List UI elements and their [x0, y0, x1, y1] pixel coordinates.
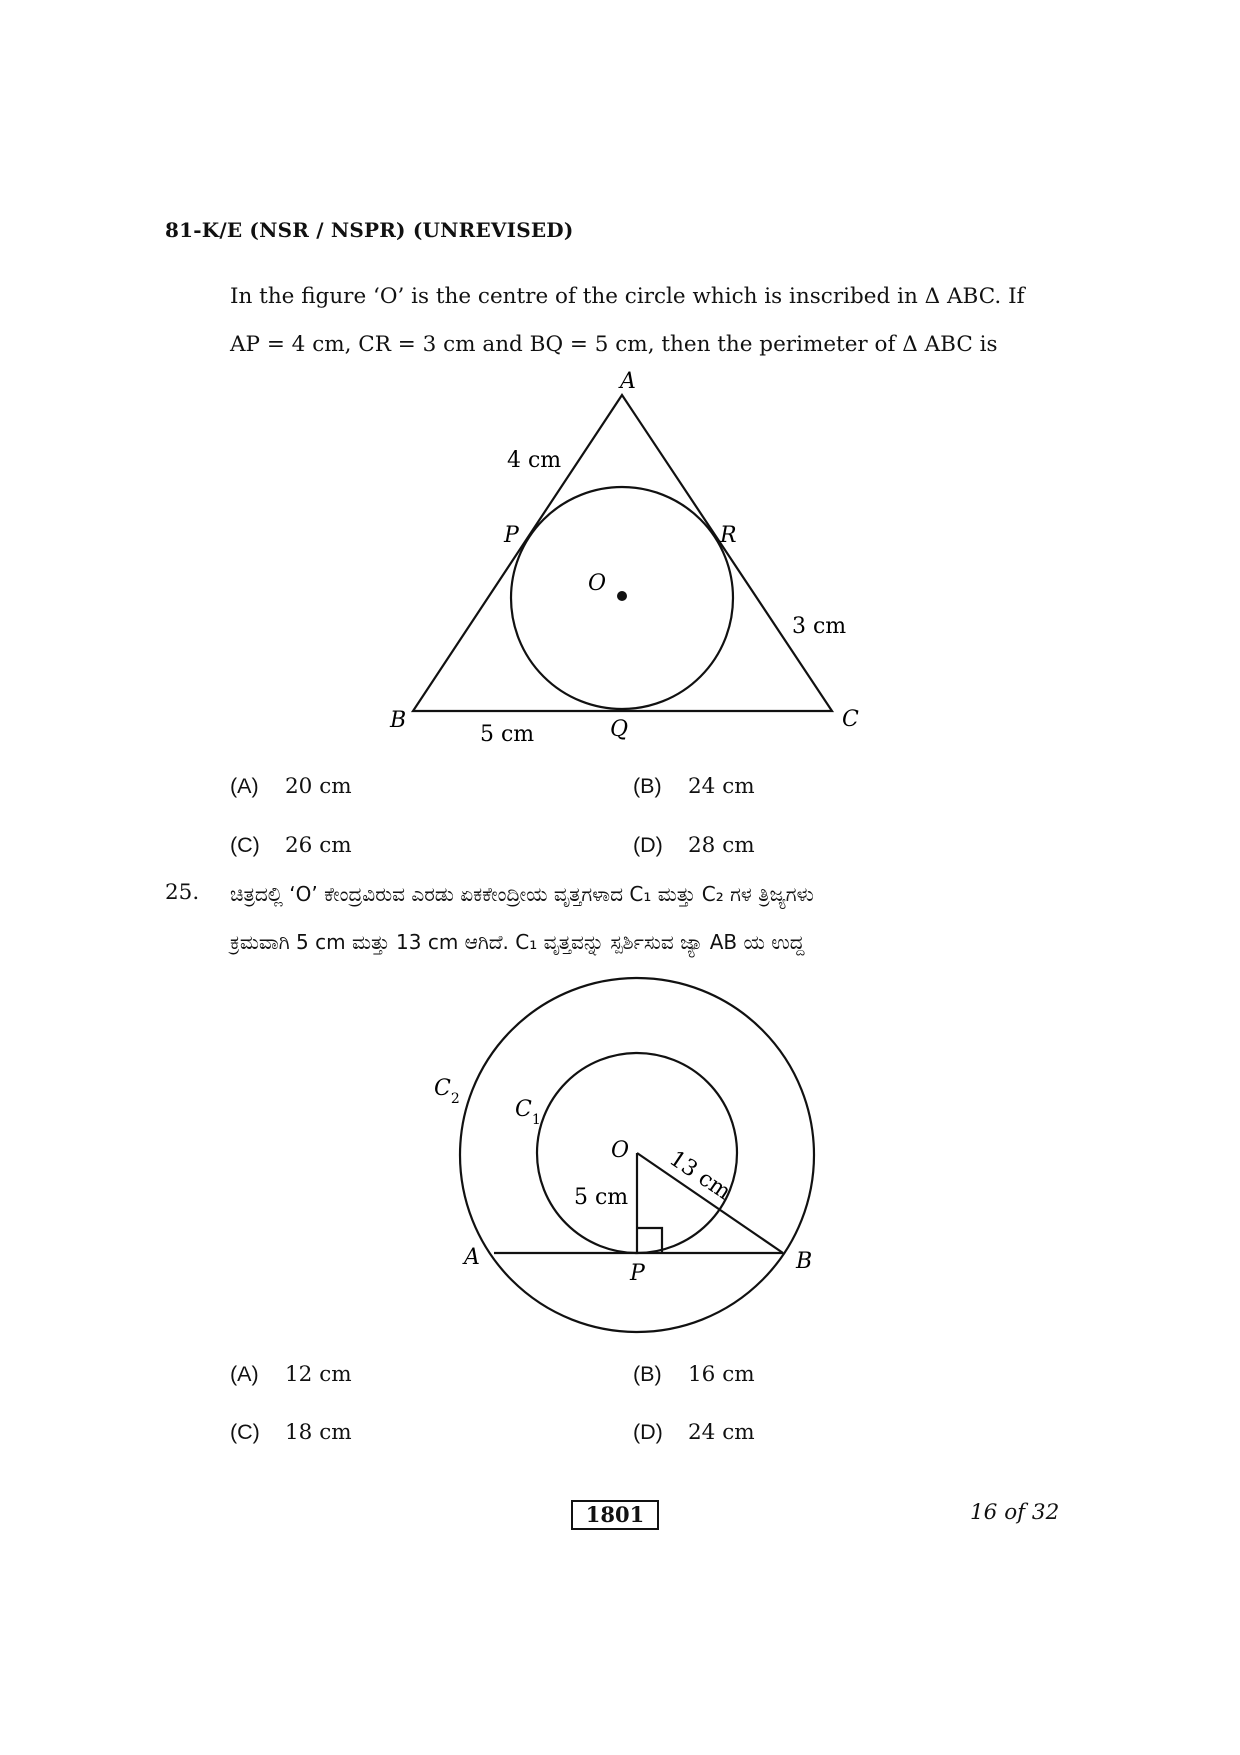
option-label: (B)	[633, 774, 662, 798]
q24-text-line2: AP = 4 cm, CR = 3 cm and BQ = 5 cm, then the perimeter of Δ ABC is	[230, 332, 998, 357]
option-label: (A)	[230, 1362, 259, 1386]
label-op-length: 5 cm	[574, 1185, 629, 1210]
option-text: 20 cm	[285, 774, 352, 799]
right-angle-marker	[637, 1228, 662, 1253]
q25-option-c[interactable]	[230, 1420, 352, 1445]
option-label: (C)	[230, 1420, 260, 1444]
option-text: 24 cm	[688, 1420, 755, 1445]
label-cr-length: 3 cm	[792, 614, 847, 639]
label-q: Q	[610, 717, 629, 742]
label-c2: $C_2$	[434, 1076, 460, 1107]
option-text: 26 cm	[285, 833, 352, 858]
option-label: (D)	[633, 833, 663, 857]
option-text: 24 cm	[688, 774, 755, 799]
option-text: 12 cm	[285, 1362, 352, 1387]
q24-text-line1: In the figure ‘O’ is the centre of the circle which is inscribed in Δ ABC. If	[230, 284, 1025, 309]
label-r: R	[720, 523, 737, 548]
paper-code-header: 81-K/E (NSR / NSPR) (UNREVISED)	[165, 218, 574, 242]
label-b: B	[796, 1249, 813, 1274]
q25-option-b[interactable]	[633, 1362, 755, 1387]
option-label: (B)	[633, 1362, 662, 1386]
page-code-box: 1801	[571, 1500, 659, 1530]
q25-text-line1: ಚಿತ್ರದಲ್ಲಿ ‘O’ ಕೇಂದ್ರವಿರುವ ಎರಡು ಏಕಕೇಂದ್ರೀಯ ವೃತ್ತಗಳಾದ C₁ ಮತ್ತು C₂ ಗಳ ತ್ರಿಜ್ಯಗಳು	[230, 882, 814, 906]
q25-text-line2: ಕ್ರಮವಾಗಿ 5 cm ಮತ್ತು 13 cm ಆಗಿದೆ. C₁ ವೃತ್ತವನ್ನು ಸ್ಪರ್ಶಿಸುವ ಜ್ಯಾ AB ಯ ಉದ್ದ	[230, 930, 805, 954]
label-p: P	[504, 523, 519, 548]
label-ap-length: 4 cm	[507, 448, 562, 473]
label-a: A	[464, 1245, 480, 1270]
option-text: 16 cm	[688, 1362, 755, 1387]
label-c: C	[842, 707, 859, 732]
label-bq-length: 5 cm	[480, 722, 535, 747]
option-text: 28 cm	[688, 833, 755, 858]
label-o: O	[588, 571, 607, 596]
q25-option-d[interactable]	[633, 1420, 755, 1445]
option-label: (C)	[230, 833, 260, 857]
label-b: B	[390, 708, 407, 733]
label-p: P	[630, 1261, 645, 1286]
label-o: O	[611, 1138, 630, 1163]
label-ob-length: 13 cm	[664, 1146, 736, 1206]
q25-number: 25.	[165, 880, 200, 905]
option-text: 18 cm	[285, 1420, 352, 1445]
option-label: (A)	[230, 774, 259, 798]
q25-option-a[interactable]	[230, 1362, 352, 1387]
option-label: (D)	[633, 1420, 663, 1444]
label-a: A	[620, 369, 636, 394]
label-c1: $C_1$	[515, 1097, 541, 1128]
page-number: 16 of 32	[970, 1500, 1060, 1525]
